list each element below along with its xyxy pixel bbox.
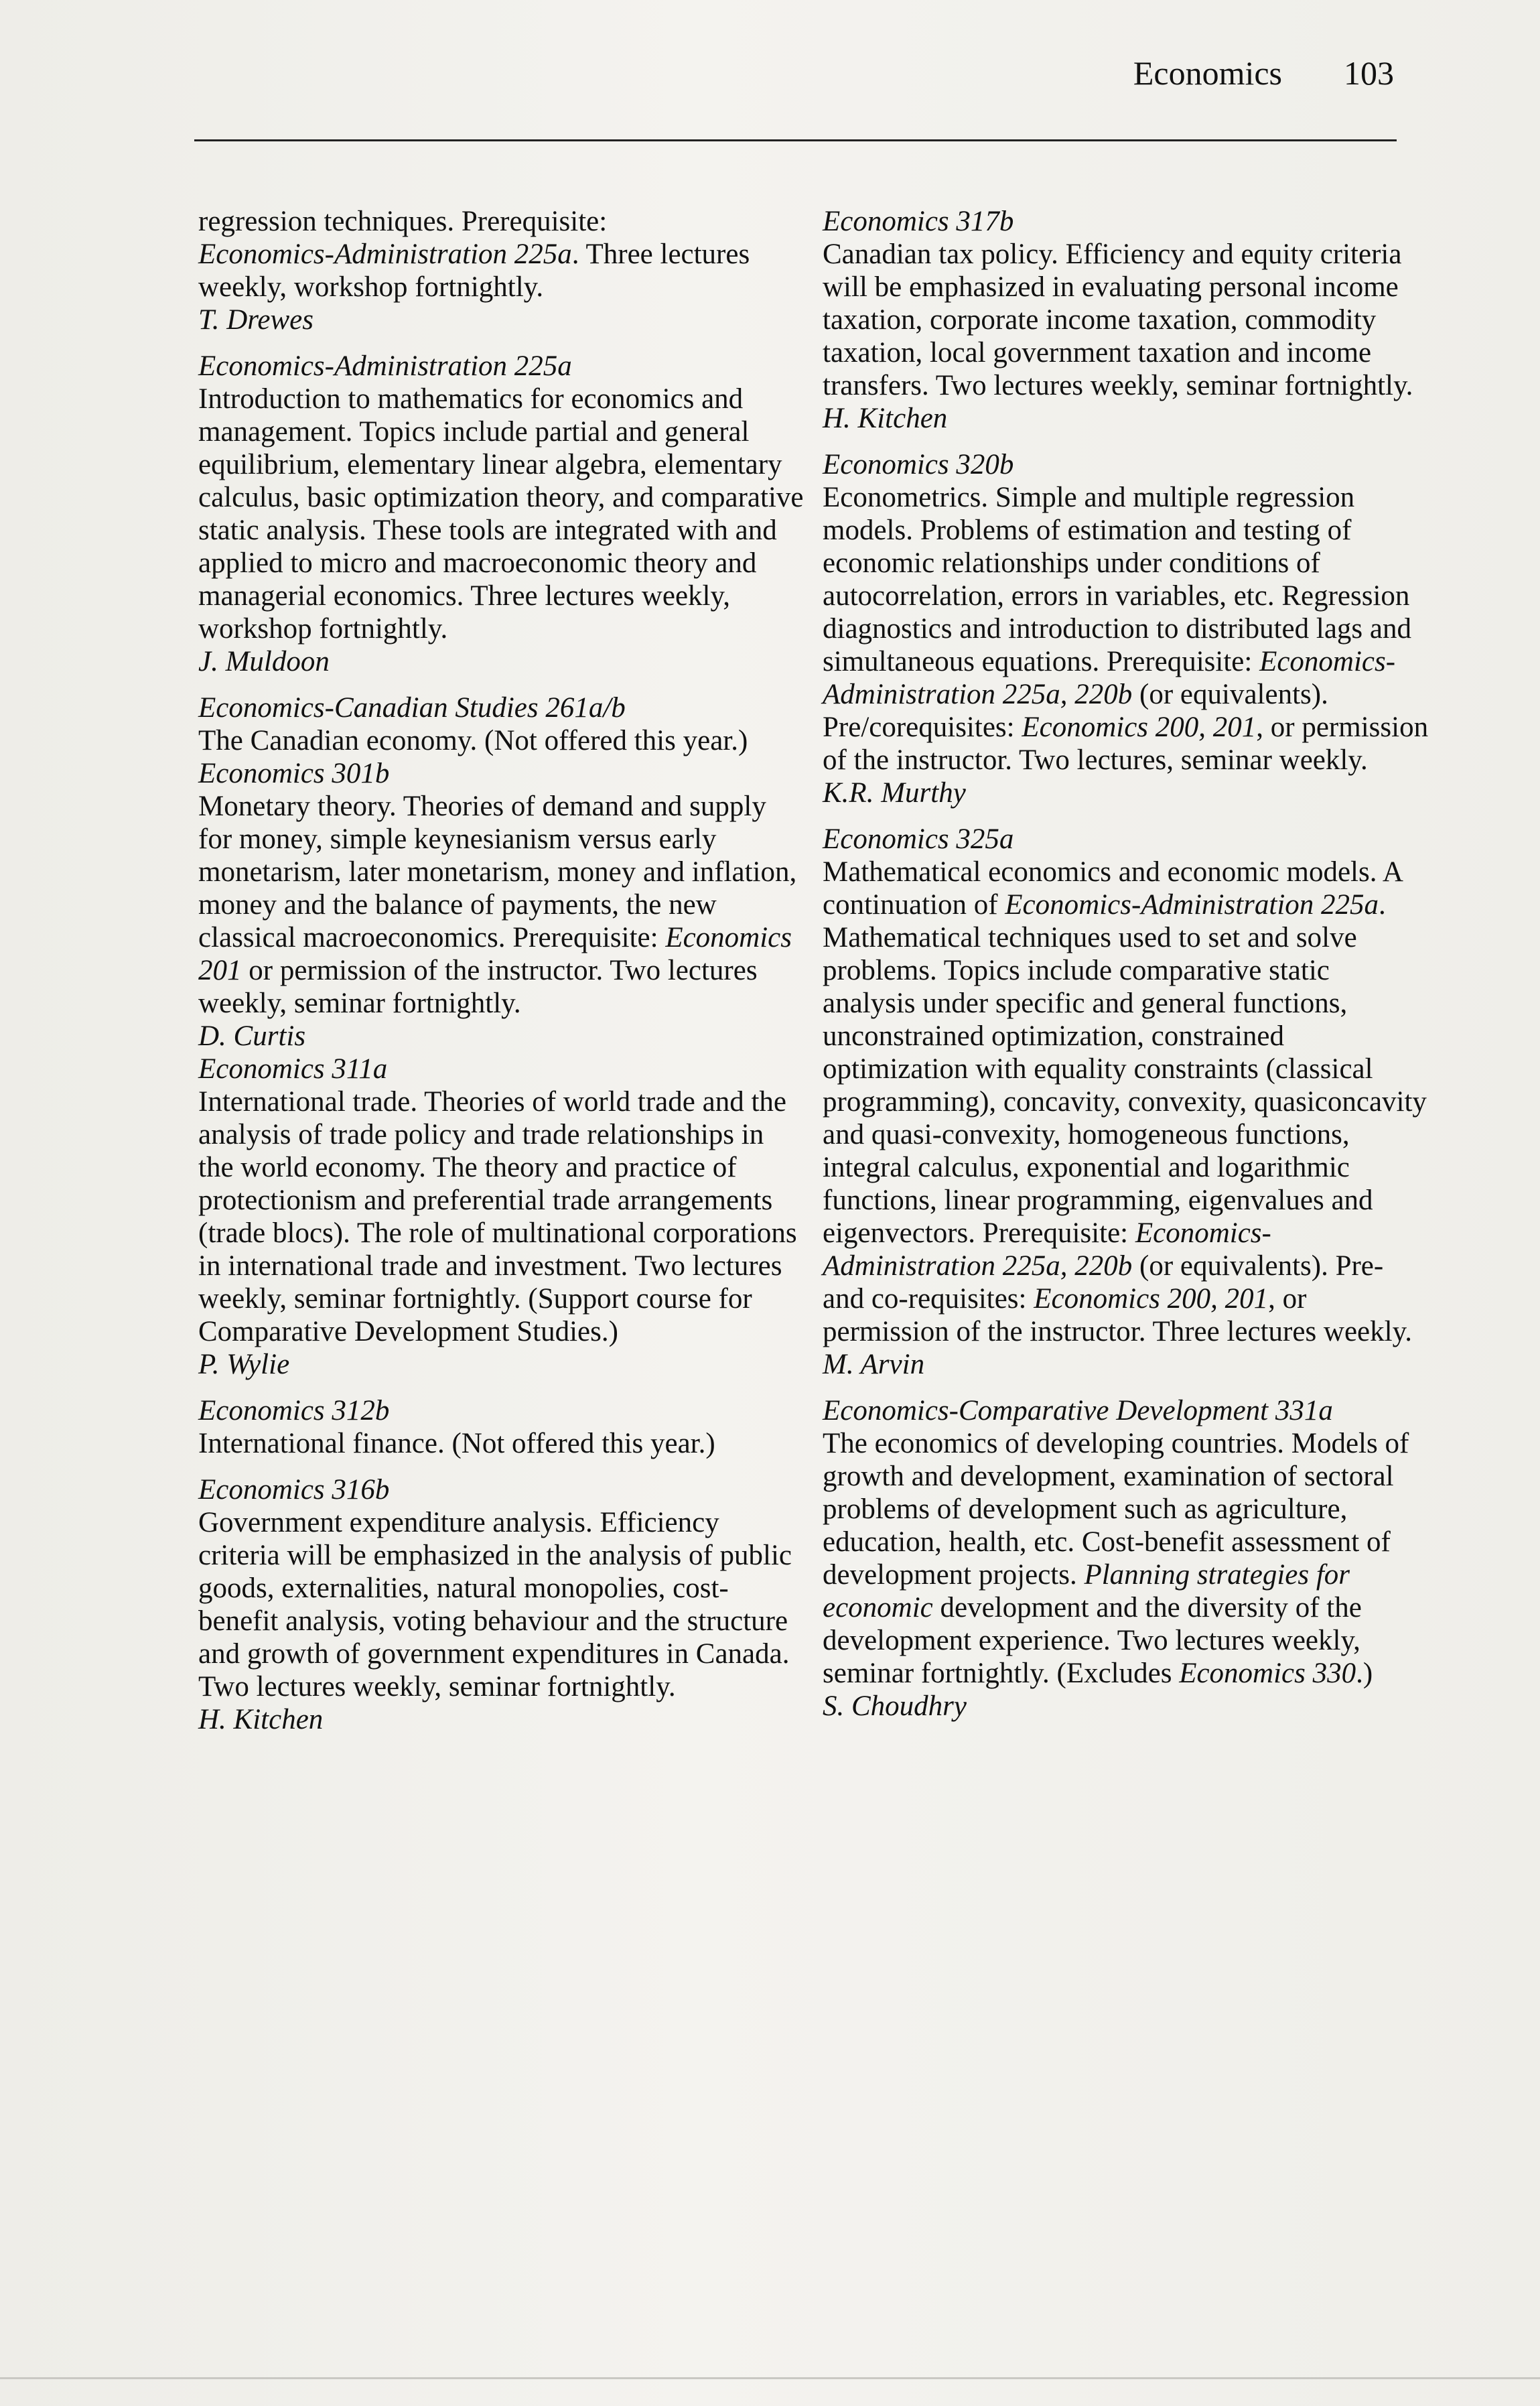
course-entry [823,823,1429,1381]
instructor-name: M. Arvin [823,1349,925,1380]
course-entry [198,691,804,757]
running-header [1133,56,1394,90]
header-rule [194,139,1397,141]
course-entry [823,448,1429,809]
course-reference: Economics 200, 201 [1022,712,1257,743]
description-text: Econometrics. Simple and multiple regression models. Problems of estimation and testing of economic relationships under conditions of autocorrelation, errors in variables, etc. Regression diagnostics and introduction to distributed lags and simultaneous equations. Prerequisite: [823,482,1411,677]
course-description: Canadian tax policy. Efficiency and equity criteria will be emphasized in evaluating personal income taxation, corporate income taxation, commodity taxation, local government taxation and income transfers. Two lectures weekly, seminar fortnightly. [823,239,1413,401]
course-title: Economics 325a [823,823,1014,855]
course-title: Economics-Administration 225a [198,350,572,382]
course-reference: Economics 201 [198,922,792,986]
course-reference: Economics 200, 201 [1034,1283,1269,1315]
page-number: 103 [1344,54,1394,92]
description-text: The economics of developing countries. Models of growth and development, examination of sectoral problems of development such as agriculture, education, health, etc. Cost-benefit assessment of development projects. [823,1428,1409,1591]
course-description: Introduction to mathematics for economics and management. Topics include partial and general equilibrium, elementary linear algebra, elementary calculus, basic optimization theory, and comparative static analysis. These tools are integrated with and applied to micro and macroeconomic theory and managerial economics. Three lectures weekly, workshop fortnightly. [198,383,804,645]
instructor-name: H. Kitchen [823,403,948,434]
description-text: regression techniques. Prerequisite: [198,206,608,237]
course-entry [198,1473,804,1736]
instructor-name: T. Drewes [198,304,313,336]
course-title: Economics 320b [823,449,1014,480]
description-text: .) [1356,1658,1373,1689]
course-title: Economics 317b [823,206,1014,237]
description-text: . Three lectures weekly, workshop fortnightly. [198,239,750,303]
instructor-name: J. Muldoon [198,646,330,677]
right-column [823,205,1429,1736]
instructor-name: P. Wylie [198,1349,290,1380]
course-description: International trade. Theories of world trade and the analysis of trade policy and trade relationships in the world economy. The theory and practice of protectionism and preferential trade arrangements (trade blocs). The role of multinational corporations in international trade and investment. Two lectures weekly, seminar fortnightly. (Support course for Comparative Development Studies.) [198,1086,797,1347]
course-title: Economics 316b [198,1474,390,1506]
course-description [198,790,804,1020]
description-text: or permission of the instructor. Two lectures weekly, seminar fortnightly. [198,955,758,1019]
course-entry [198,205,804,336]
page-edge-line [0,2377,1540,2379]
course-entry [198,1394,804,1460]
course-description: International finance. (Not offered this year.) [198,1428,715,1459]
course-description [823,856,1429,1348]
course-title: Economics 312b [198,1395,390,1426]
course-entry [198,1053,804,1381]
description-text: , or permission of the instructor. Two lectures, seminar weekly. [823,712,1429,776]
course-reference: Planning strategies for economic [823,1559,1350,1623]
description-text: development and the diversity of the development experience. Two lectures weekly, seminar fortnightly. (Excludes [823,1592,1362,1689]
course-entry [823,205,1429,435]
course-description [823,481,1429,777]
course-description: The Canadian economy. (Not offered this year.) [198,725,748,756]
description-text: Mathematical economics and economic models. A continuation of [823,856,1402,921]
description-text: , or permission of the instructor. Three lectures weekly. [823,1283,1413,1347]
course-entry [823,1394,1429,1723]
instructor-name: H. Kitchen [198,1704,324,1735]
course-reference: Economics-Administration 225a [1005,889,1379,921]
course-reference: Economics-Administration 225a, 220b [823,1217,1271,1282]
instructor-name: S. Choudhry [823,1690,967,1722]
instructor-name: K.R. Murthy [823,777,966,809]
course-entry [198,350,804,678]
course-reference: Economics-Administration 225a, 220b [823,646,1396,710]
course-title: Economics 301b [198,758,390,789]
course-title: Economics-Canadian Studies 261a/b [198,692,626,724]
description-text: (or equivalents). Pre/corequisites: [823,679,1328,743]
section-title: Economics [1133,54,1282,92]
course-description [198,205,804,304]
course-entry [198,757,804,1053]
left-column [198,205,804,1749]
course-reference: Economics 330 [1179,1658,1356,1689]
course-title: Economics-Comparative Development 331a [823,1395,1333,1426]
description-text: (or equivalents). Pre- and co-requisites: [823,1250,1384,1315]
description-text: . Mathematical techniques used to set and solve problems. Topics include comparative static analysis under specific and general functions, unconstrained optimization, constrained optimization with equality constraints (classical programming), concavity, convexity, quasiconcavity and quasi-convexity, homogeneous functions, integral calculus, exponential and logarithmic functions, linear programming, eigenvalues and eigenvectors. Prerequisite: [823,889,1427,1249]
course-title: Economics 311a [198,1053,388,1085]
instructor-name: D. Curtis [198,1020,306,1052]
description-text: Monetary theory. Theories of demand and supply for money, simple keynesianism versus early monetarism, later monetarism, money and inflation, money and the balance of payments, the new classical macroeconomics. Prerequisite: [198,791,797,953]
course-description: Government expenditure analysis. Efficiency criteria will be emphasized in the analysis of public goods, externalities, natural monopolies, cost-benefit analysis, voting behaviour and the structure and growth of government expenditures in Canada. Two lectures weekly, seminar fortnightly. [198,1507,792,1702]
course-description [823,1427,1429,1690]
course-reference: Economics-Administration 225a [198,239,572,270]
